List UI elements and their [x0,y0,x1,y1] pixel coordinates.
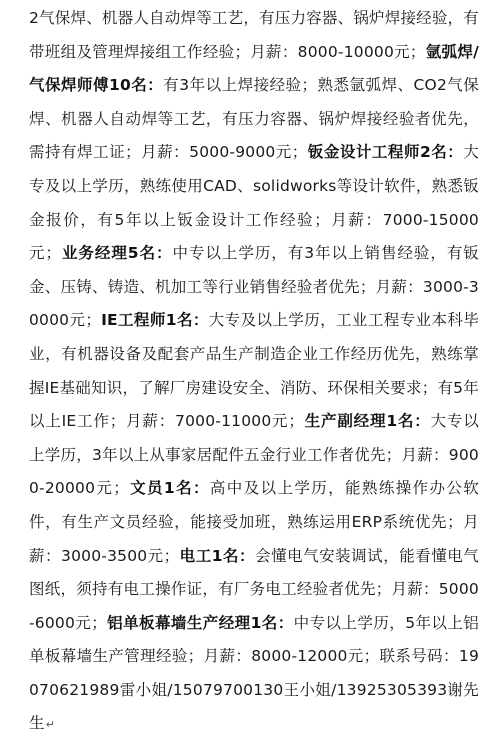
job-text-segment: 会懂电气安装调试，能看懂电气图纸，须持有电工操作证，有厂务电工经验者优先；月薪：5000-6000元； [29,546,479,632]
job-text-segment: 大专以上学历，3年以上从事家居配件五金行业工作者优先；月薪：9000-20000元； [29,412,479,498]
job-title-heading: 钣金设计工程师2名： [307,143,464,162]
job-title-heading: 铝单板幕墙生产经理1名： [106,613,294,632]
job-text-segment: 中专以上学历，有3年以上销售经验，有钣金、压铸、铸造、机加工等行业销售经验者优先；月薪：3000-30000元； [29,244,480,330]
job-text-segment: 大专及以上学历，熟练使用CAD、solidworks等设计软件，熟悉钣金报价，有5年以上钣金设计工作经验；月薪：7000-15000元； [29,143,480,263]
job-listing-paragraph [29,2,479,742]
job-text-segment: 有3年以上焊接经验；熟悉氩弧焊、CO2气保焊、机器人自动焊等工艺，有压力容器、锅炉焊接经验者优先，需持有焊工证；月薪：5000-9000元； [29,76,479,162]
job-title-heading: 生产副经理1名： [304,412,431,431]
job-title-heading: 业务经理5名： [61,244,173,263]
job-title-heading: 电工1名： [179,546,256,565]
job-title-heading: 氩弧焊/气保焊师傅10名： [29,42,479,95]
job-title-heading: IE工程师1名： [101,311,209,330]
contact-text-segment: 中专以上学历，5年以上铝单板幕墙生产管理经验；月薪：8000-12000元；联系号码：19070621989雷小姐/15079700130王小姐/13925305393谢先生 [29,613,479,733]
job-title-heading: 文员1名： [128,479,210,498]
job-text-segment: 高中及以上学历，能熟练操作办公软件，有生产文员经验，能接受加班，熟练运用ERP系统优先；月薪：3000-3500元； [29,479,479,565]
job-text-segment: 大专及以上学历，工业工程专业本科毕业，有机器设备及配套产品生产制造企业工作经历优先，熟练掌握IE基础知识，了解厂房建设安全、消防、环保相关要求；有5年以上IE工作；月薪：7000-11000元； [29,311,479,431]
job-text-segment: 2气保焊、机器人自动焊等工艺，有压力容器、锅炉焊接经验，有带班组及管理焊接组工作经验；月薪：8000-10000元； [29,9,479,61]
paragraph-mark-icon: ↵ [45,718,56,732]
